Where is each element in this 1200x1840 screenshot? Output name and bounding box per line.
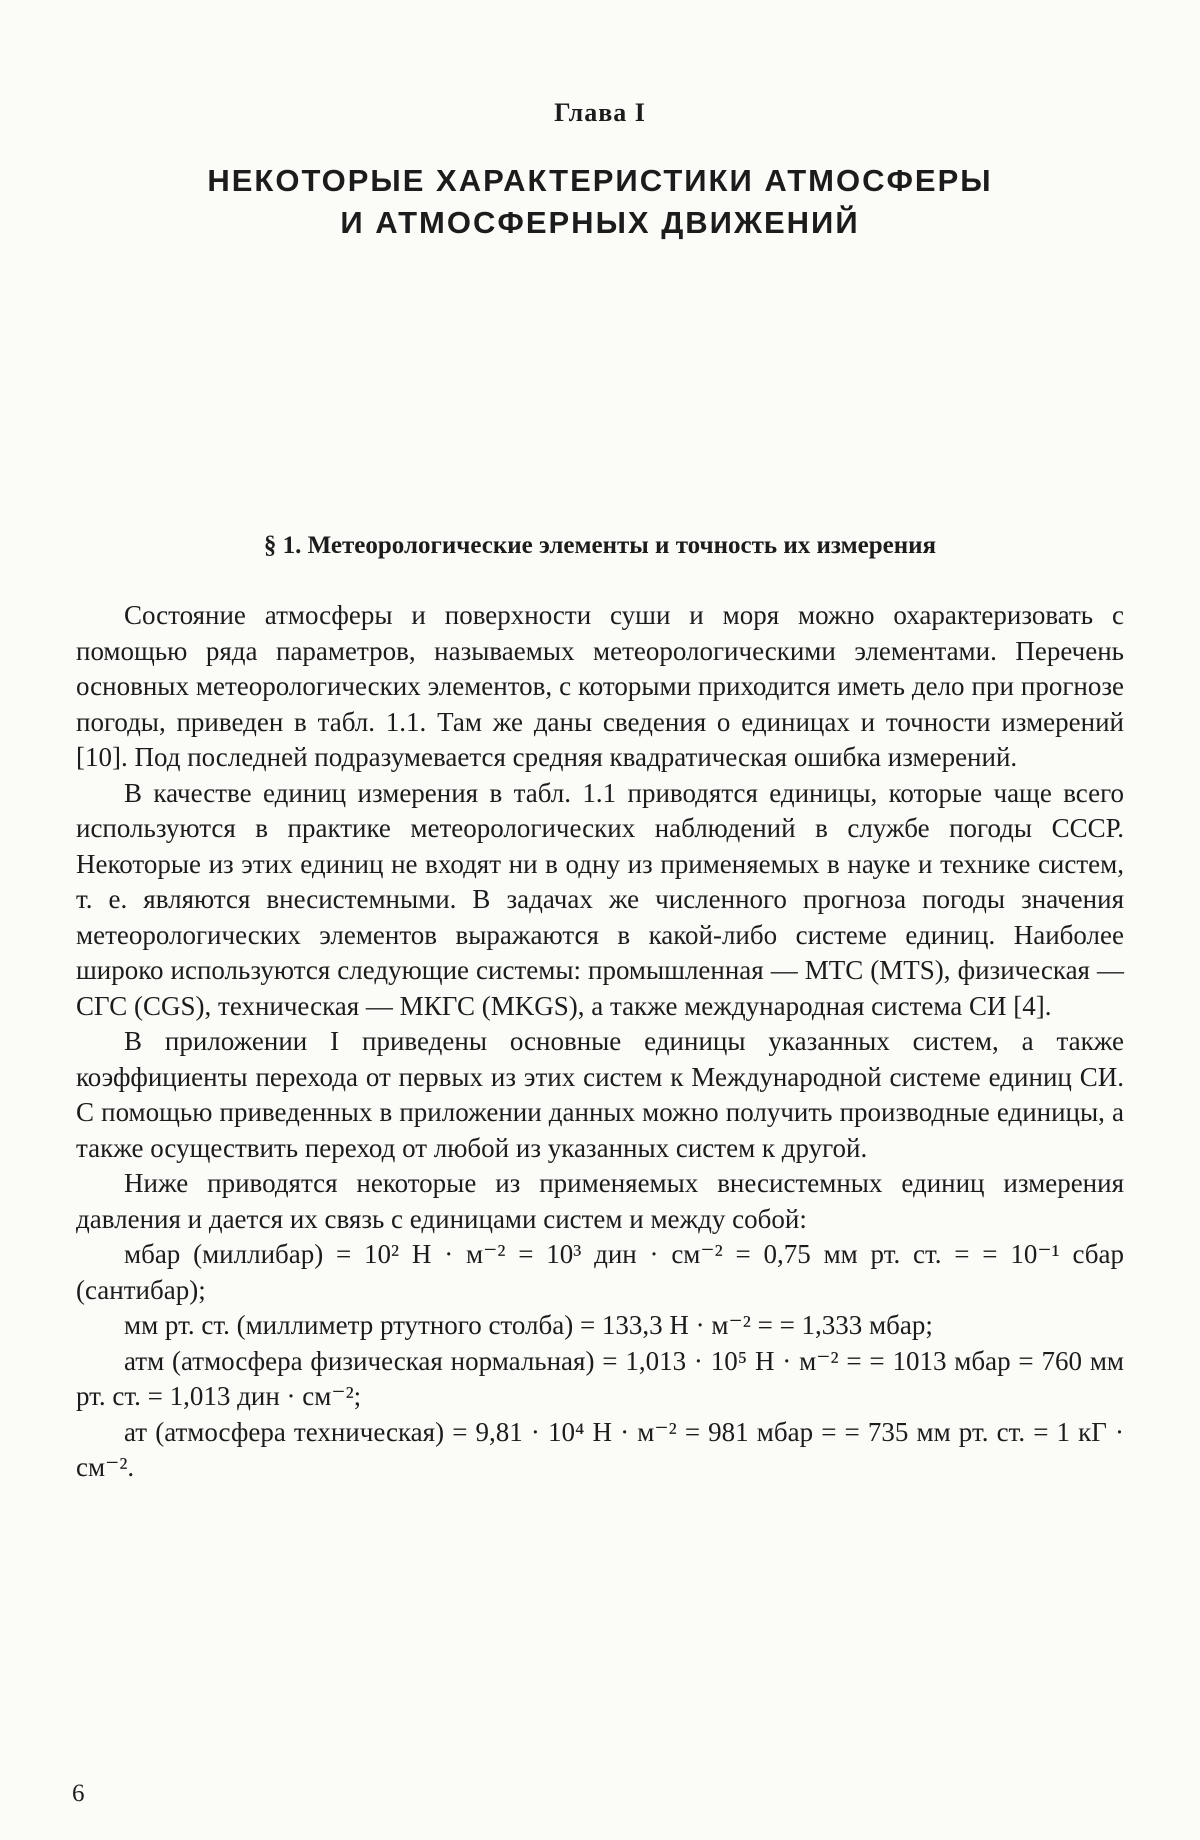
- formula-line: атм (атмосфера физическая нормальная) = 1,013 · 10⁵ Н · м⁻² = = 1013 мбар = 760 мм рт. ст. = 1,013 дин · см⁻²;: [76, 1345, 1124, 1411]
- chapter-title-line-1: НЕКОТОРЫЕ ХАРАКТЕРИСТИКИ АТМОСФЕРЫ: [207, 163, 993, 198]
- paragraph: В приложении I приведены основные единицы указанных систем, а также коэффициенты перехода от первых из этих систем к Международной системе единиц СИ. С помощью приведенных в приложении данных можно получить производные единицы, а также осуществить переход от любой из указанных систем к другой.: [76, 1026, 1124, 1163]
- paragraph: Ниже приводятся некоторые из применяемых внесистемных единиц измерения давления и дается их связь с единицами систем и между собой:: [76, 1168, 1124, 1234]
- body-text: [76, 598, 1124, 1486]
- chapter-label: Глава I: [554, 98, 646, 127]
- section-heading: § 1. Метеорологические элементы и точность их измерения: [263, 532, 937, 559]
- page-number: 6: [72, 1780, 85, 1807]
- chapter-title: [0, 160, 1200, 244]
- chapter-title-line-2: И АТМОСФЕРНЫХ ДВИЖЕНИЙ: [340, 205, 860, 240]
- formula-line: мбар (миллибар) = 10² Н · м⁻² = 10³ дин · см⁻² = 0,75 мм рт. ст. = = 10⁻¹ сбар (сантибар);: [76, 1239, 1124, 1305]
- formula-line: ат (атмосфера техническая) = 9,81 · 10⁴ Н · м⁻² = 981 мбар = = 735 мм рт. ст. = 1 кГ · см⁻².: [76, 1416, 1124, 1482]
- formula-line: мм рт. ст. (миллиметр ртутного столба) = 133,3 Н · м⁻² = = 1,333 мбар;: [124, 1310, 933, 1340]
- paragraph: В качестве единиц измерения в табл. 1.1 приводятся единицы, которые чаще всего используются в практике метеорологических наблюдений в службе погоды СССР. Некоторые из этих единиц не входят ни в одну из применяемых в науке и технике систем, т. е. являются внесистемными. В задачах же численного прогноза погоды значения метеорологических элементов выражаются в какой-либо системе единиц. Наиболее широко используются следующие системы: промышленная — МТС (MTS), физическая — СГС (CGS), техническая — МКГС (MKGS), а также международная система СИ [4].: [76, 777, 1124, 1021]
- paragraph: Состояние атмосферы и поверхности суши и моря можно охарактеризовать с помощью ряда параметров, называемых метеорологическими элементами. Перечень основных метеорологических элементов, с которыми приходится иметь дело при прогнозе погоды, приведен в табл. 1.1. Там же даны сведения о единицах и точности измерений [10]. Под последней подразумевается средняя квадратическая ошибка измерений.: [76, 600, 1124, 772]
